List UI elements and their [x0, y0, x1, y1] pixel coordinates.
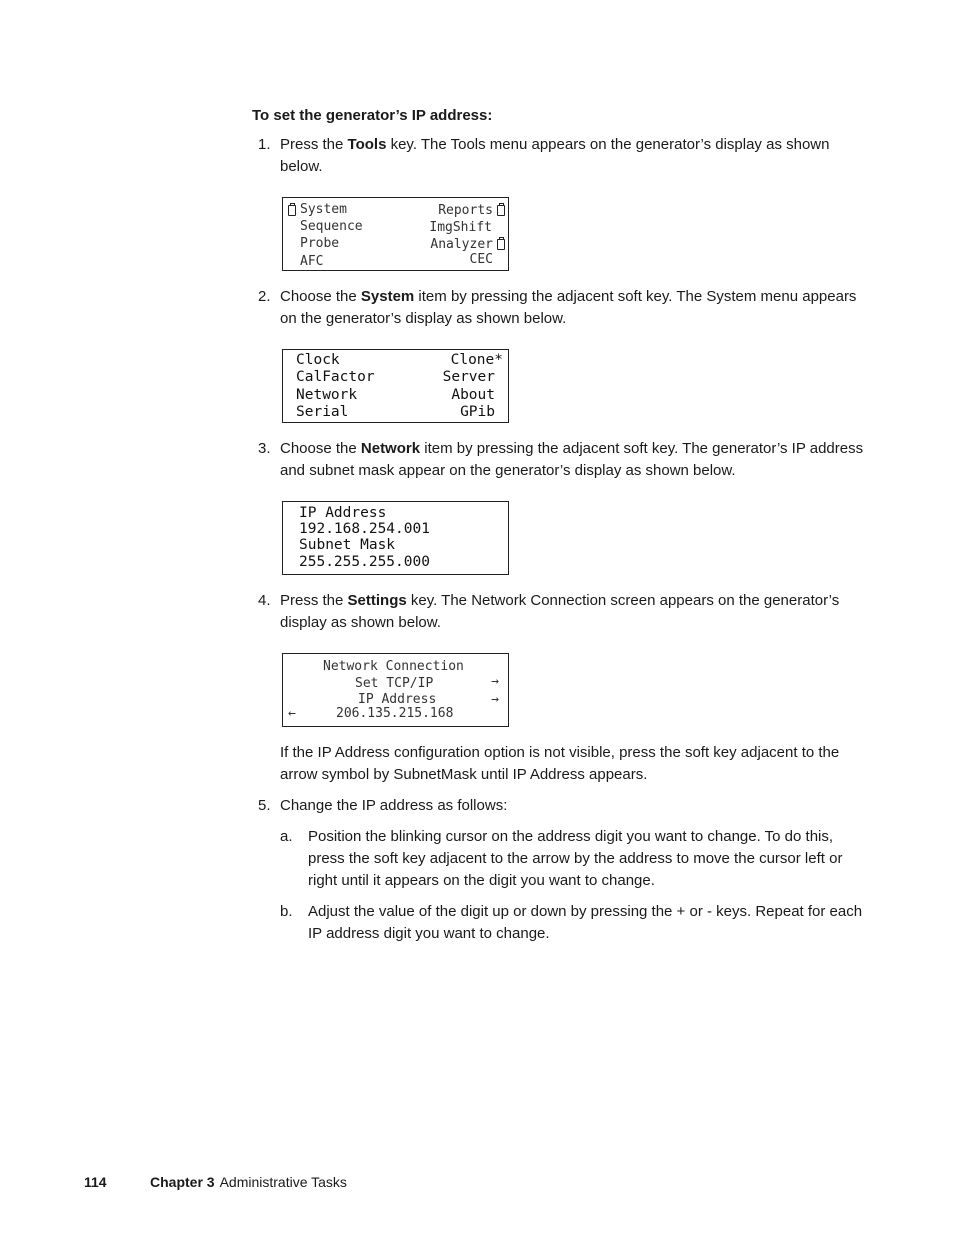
step-4: 4. Press the Settings key. The Network Connection screen appears on the generator’s display as shown below. [258, 592, 840, 631]
menu-item-probe: Probe [300, 236, 340, 251]
subnet-mask-label: Subnet Mask [299, 537, 396, 553]
menu-item-clock: Clock [296, 352, 340, 368]
menu-item-reports: Reports [438, 203, 493, 218]
step-number: 1. [258, 136, 271, 153]
procedure-heading: To set the generator’s IP address: [252, 107, 493, 124]
softkey-icon [497, 205, 505, 216]
page-number: 114 [84, 1174, 107, 1190]
menu-item-clone: Clone* [450, 352, 503, 368]
substep-a: a. Position the blinking cursor on the address digit you want to change. To do this, press the soft key adjacent to the arrow by the address to move the cursor left or right until it appears on the digit you want to change. [280, 828, 843, 889]
menu-item-about: About [451, 387, 495, 403]
menu-item-imgshift: ImgShift [429, 220, 492, 235]
menu-item-analyzer: Analyzer [430, 237, 493, 252]
chapter-footer: Chapter 3 Administrative Tasks [150, 1174, 347, 1190]
step-2: 2. Choose the System item by pressing the adjacent soft key. The System menu appears on the generator’s display as shown below. [258, 288, 857, 327]
menu-item-afc: AFC [300, 254, 324, 269]
subnet-mask-value: 255.255.255.000 [299, 554, 430, 570]
softkey-icon [288, 205, 296, 216]
key-name: Network [360, 440, 421, 457]
ip-address-value: 192.168.254.001 [299, 521, 430, 537]
softkey-icon [497, 239, 505, 250]
note-paragraph: If the IP Address configuration option is not visible, press the soft key adjacent to the arrow symbol by SubnetMask until IP Address appears. [280, 744, 840, 783]
substep-letter: a. [280, 828, 293, 845]
key-name: Tools [347, 136, 387, 153]
menu-item-network: Network [296, 387, 358, 403]
arrow-right-icon: → [491, 674, 499, 689]
step-3: 3. Choose the Network item by pressing the adjacent soft key. The generator’s IP address and subnet mask appear on the generator’s display as shown below. [258, 440, 864, 479]
set-tcpip-item: Set TCP/IP [355, 676, 434, 691]
step-1: 1. Press the Tools key. The Tools menu appears on the generator’s display as shown below. [258, 136, 830, 175]
substep-b: b. Adjust the value of the digit up or down by pressing the + or - keys. Repeat for each IP address digit you want to change. [280, 903, 863, 942]
menu-item-sequence: Sequence [300, 219, 363, 234]
step-number: 4. [258, 592, 271, 609]
menu-item-cec: CEC [469, 252, 493, 267]
menu-item-serial: Serial [296, 404, 349, 420]
tools-menu-display [282, 197, 509, 271]
arrow-right-icon: → [491, 692, 499, 707]
ip-address-item: IP Address [358, 692, 437, 707]
step-5: 5. Change the IP address as follows: [258, 795, 870, 817]
network-connection-display [282, 653, 509, 727]
substep-letter: b. [280, 903, 293, 920]
connection-title: Network Connection [323, 659, 464, 674]
menu-item-gpib: GPib [460, 404, 495, 420]
system-menu-display [282, 349, 509, 423]
step-number: 2. [258, 288, 271, 305]
key-name: Settings [347, 592, 407, 609]
key-name: System [360, 288, 415, 305]
ip-address-value: 206.135.215.168 [336, 706, 454, 721]
menu-item-calfactor: CalFactor [296, 369, 375, 385]
ip-address-label: IP Address [299, 505, 387, 521]
menu-item-system: System [300, 202, 347, 217]
network-address-display [282, 501, 509, 575]
arrow-left-icon: ← [288, 706, 296, 721]
step-number: 5. [258, 797, 271, 814]
step-number: 3. [258, 440, 271, 457]
menu-item-server: Server [442, 369, 495, 385]
